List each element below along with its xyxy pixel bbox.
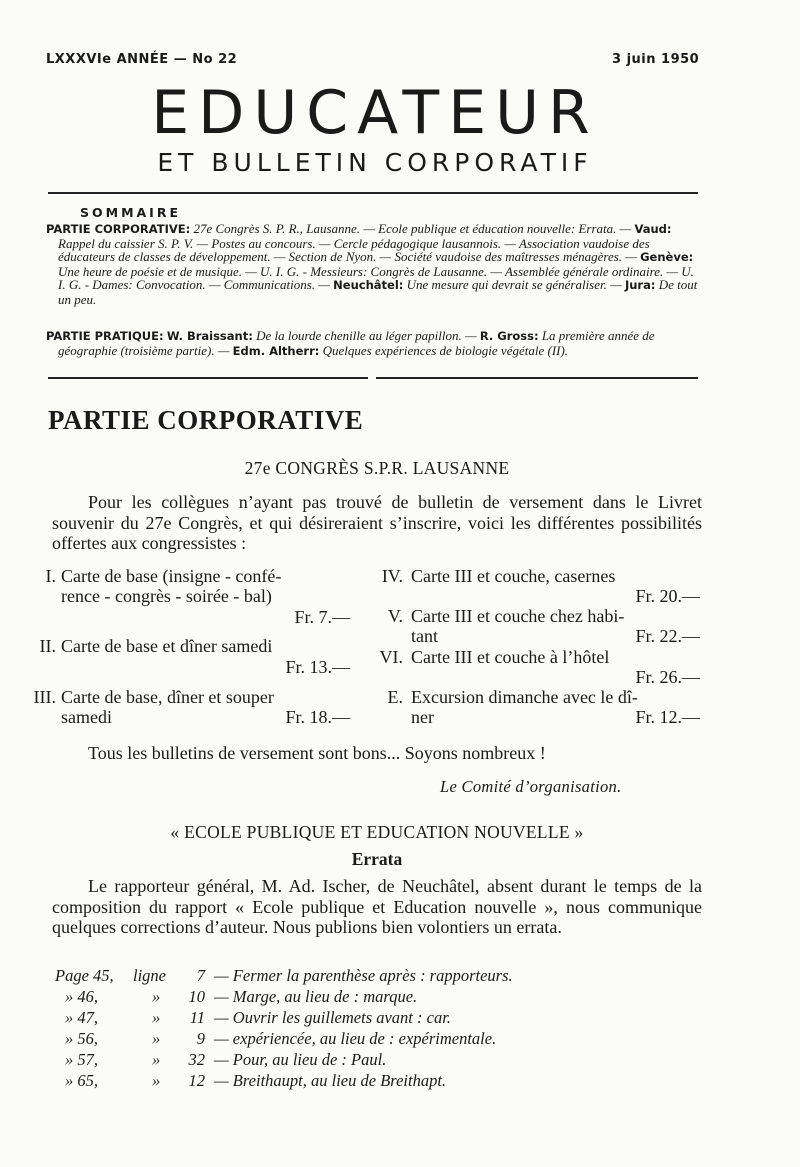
errata-text: — expériencée, au lieu de : expérimentale. xyxy=(214,1029,497,1048)
congres-intro-text: Pour les collègues n’ayant pas trouvé de bulletin de versement dans le Livret souvenir du 27e Congrès, et qui désireraient s’inscrire, voici les différentes possibilités offertes aux congressistes : xyxy=(52,492,702,553)
sommaire-rule-right xyxy=(376,377,698,379)
option-text: Carte de base, dîner et souper xyxy=(61,687,274,707)
option-price: Fr. 7.— xyxy=(294,607,350,627)
sommaire-jura-label: Jura: xyxy=(624,278,656,293)
sommaire-pratique-label: PARTIE PRATIQUE: xyxy=(46,329,164,343)
sommaire-text: De la lourde chenille au léger papillon. — xyxy=(256,328,477,343)
sommaire-pratique xyxy=(46,329,701,358)
option-number: III. xyxy=(33,687,56,707)
congres-signature: Le Comité d’organisation. xyxy=(440,777,622,796)
option-price: Fr. 26.— xyxy=(635,667,700,687)
errata-ligne: » xyxy=(152,1050,161,1069)
sommaire-text: 27e Congrès S. P. R., Lausanne. — Ecole publique et éducation nouvelle: Errata. — xyxy=(193,221,632,236)
option-text: rence - congrès - soirée - bal) xyxy=(61,586,272,606)
option-text: samedi xyxy=(61,707,112,727)
ecole-heading: « ECOLE PUBLIQUE ET EDUCATION NOUVELLE » xyxy=(170,822,584,842)
errata-text: — Breithaupt, au lieu de Breithapt. xyxy=(214,1071,447,1090)
errata-page: » 57, xyxy=(65,1050,98,1069)
issue-date: 3 juin 1950 xyxy=(612,52,700,67)
errata-page: » 65, xyxy=(65,1071,98,1090)
option-price: Fr. 13.— xyxy=(285,657,350,677)
sommaire-text: Rappel du caissier S. P. V. — Postes au concours. — Cercle pédagogique lausannois. — Association vaudoise des éducateurs de classes de développement. — Section de Nyon. — Société vaudoise des maîtresses ménagères. — xyxy=(58,235,650,265)
sommaire-author: Edm. Altherr: xyxy=(232,343,320,358)
options-right xyxy=(370,566,710,736)
option-price: Fr. 22.— xyxy=(635,626,700,646)
option-number: I. xyxy=(45,566,56,586)
errata-line: 12 xyxy=(188,1071,205,1090)
sommaire-author: W. Braissant: xyxy=(166,329,253,343)
option-text: Carte de base (insigne - confé- xyxy=(61,566,282,586)
errata-ligne: » xyxy=(152,1071,161,1090)
errata-text: — Pour, au lieu de : Paul. xyxy=(214,1050,387,1069)
congres-intro xyxy=(52,492,702,554)
options-left xyxy=(0,566,370,736)
option-number: IV. xyxy=(381,566,403,586)
option-number: E. xyxy=(387,687,403,707)
errata-page: » 47, xyxy=(65,1008,98,1027)
errata-page: » 46, xyxy=(65,987,98,1006)
sommaire-text: Quelques expériences de biologie végétale (II). xyxy=(322,342,569,358)
option-price: Fr. 20.— xyxy=(635,586,700,606)
journal-subtitle: ET BULLETIN CORPORATIF xyxy=(157,148,593,177)
journal-title: EDUCATEUR xyxy=(151,78,599,148)
errata-line: 9 xyxy=(196,1029,205,1048)
section-heading: PARTIE CORPORATIVE xyxy=(48,405,364,435)
option-text: Carte de base et dîner samedi xyxy=(61,636,273,656)
ecole-subheading: Errata xyxy=(351,849,403,869)
errata-text: — Ouvrir les guillemets avant : car. xyxy=(214,1008,451,1027)
congres-closing: Tous les bulletins de versement sont bons... Soyons nombreux ! xyxy=(88,743,546,763)
errata-page: » 56, xyxy=(65,1029,98,1048)
errata-line: 10 xyxy=(188,987,205,1006)
option-number: II. xyxy=(39,636,56,656)
sommaire-title: SOMMAIRE xyxy=(80,205,181,220)
errata-line: 7 xyxy=(196,966,205,985)
option-text: Carte III et couche à l’hôtel xyxy=(411,647,610,667)
sommaire-neuchatel-label: Neuchâtel: xyxy=(333,278,404,293)
errata-ligne: » xyxy=(152,1029,161,1048)
congres-heading: 27e CONGRÈS S.P.R. LAUSANNE xyxy=(244,458,510,478)
ecole-intro xyxy=(52,876,702,938)
option-text: Excursion dimanche avec le dî- xyxy=(411,687,638,707)
issue-number: LXXXVIe ANNÉE — No 22 xyxy=(46,52,238,67)
option-price: Fr. 18.— xyxy=(285,707,350,727)
sommaire-corporative xyxy=(46,222,701,307)
sommaire-corporative-label: PARTIE CORPORATIVE: xyxy=(46,222,191,236)
option-number: V. xyxy=(387,606,403,626)
ecole-intro-text: Le rapporteur général, M. Ad. Ischer, de Neuchâtel, absent durant le temps de la composition du rapport « Ecole publique et Education nouvelle », nous communique quelques corrections d’auteur. Nous publions bien volontiers un errata. xyxy=(52,876,702,937)
sommaire-text: Une heure de poésie et de musique. — U. I. G. - Messieurs: Congrès de Lausanne. — Assemblée générale ordinaire. — U. I. G. - Dames: Convocation. — Communications. — xyxy=(58,263,694,293)
errata-line: 11 xyxy=(189,1008,205,1027)
option-text: Carte III et couche, casernes xyxy=(411,566,616,586)
sommaire-geneve-label: Genève: xyxy=(640,250,694,265)
option-text: tant xyxy=(411,626,438,646)
option-text: ner xyxy=(411,707,434,727)
errata-ligne: » xyxy=(152,1008,161,1027)
sommaire-author: R. Gross: xyxy=(479,329,539,343)
errata-ligne: ligne xyxy=(133,966,166,985)
sommaire-text: La première année de géographie (troisième partie). — xyxy=(58,328,655,358)
errata-text: — Fermer la parenthèse après : rapporteurs. xyxy=(214,966,513,985)
option-number: VI. xyxy=(379,647,403,667)
header-rule xyxy=(48,192,698,194)
errata-page: Page 45, xyxy=(55,966,114,985)
sommaire-rule-left xyxy=(48,377,368,379)
sommaire-vaud-label: Vaud: xyxy=(634,222,672,236)
errata-line: 32 xyxy=(188,1050,205,1069)
errata-ligne: » xyxy=(152,987,161,1006)
sommaire-text: Une mesure qui devrait se généraliser. — xyxy=(406,277,622,293)
option-price: Fr. 12.— xyxy=(635,707,700,727)
sommaire-text: De tout un peu. xyxy=(58,277,698,307)
errata-text: — Marge, au lieu de : marque. xyxy=(214,987,418,1006)
option-text: Carte III et couche chez habi- xyxy=(411,606,625,626)
